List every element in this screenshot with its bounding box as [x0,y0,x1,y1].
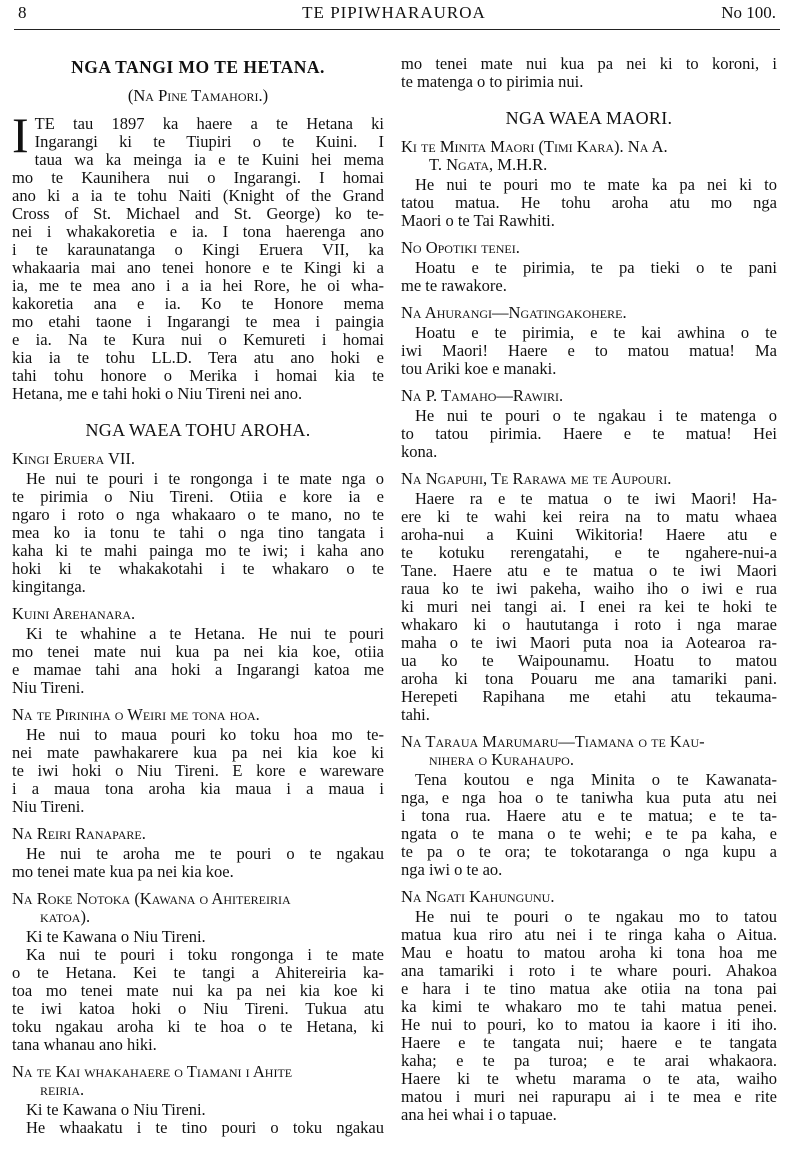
text-line: i tona rua. Haere atu e te matua; e te ta- [401,806,777,825]
text-line: nei i whakakoretia e ia. I tona haerenga ano [12,222,384,241]
text-line: hoki ki te whakakotahi i te whakaro o te [12,559,384,578]
right-column [401,55,777,1124]
text-line: mo etahi taone i Ingarangi te mea i paingia [12,312,384,331]
telegram-sender [401,304,777,322]
text-line: mo tenei mate nui kua pa nei ki to koroni, i [401,54,777,73]
text-line: He nui to maua pouri ko toku hoa mo te- [26,725,384,744]
text-line: Hetana, me e tahi hoki o Niu Tireni nei ano. [12,384,303,403]
text-line: Na te Piriniha o Weiri me tona hoa. [12,705,260,724]
text-line: He nui te pouri mo te mate ka pa nei ki to [415,175,777,194]
text-line: maha o te iwi Maori puta noa ia Aotearoa ra- [401,633,777,652]
text-line: e mamae tahi ana hoki a Ingarangi katoa me [12,660,384,679]
text-line: ere ki te wahi kei reira na to matu whaea [401,507,777,526]
text-line: Na P. Tamaho—Rawiri. [401,386,564,405]
text-line: nihera o Kurahaupo. [429,750,574,769]
section-heading: NGA WAEA TOHU AROHA. [85,420,311,440]
text-line: Ki te whahine a te Hetana. He nui te pouri [26,624,384,643]
text-line: Herepeti Rapihana me etahi atu tekauma- [401,687,777,706]
text-line: He nui te pouri o te ngakau i te matenga o [415,406,777,425]
text-line: ua ko te Waipounamu. Hoatu to matou [401,651,777,670]
page-number: 8 [18,3,27,22]
telegram-sender [401,733,777,769]
text-line: taua wa ka meinga ia e te Kuini hei mema [34,150,384,169]
telegram-sender [12,605,384,623]
text-line: Haere ra e te matua o te iwi Maori! Ha- [415,489,777,508]
text-line: te kotuku rerengatahi, e te ngahere-nui-a [401,543,777,562]
text-line: tatou matua. He tohu aroha atu mo nga [401,193,777,212]
telegram-sender [12,450,384,468]
paragraph [401,908,777,1124]
text-line: ia, me te mea ano i a ia hei Rore, he oi wha- [12,276,384,295]
text-line: He nui te pouri o te ngakau mo to tatou [415,907,777,926]
text-line: matua kua riro atu nei i te ringa kaha o Aitua. [401,925,777,944]
text-line: Ki te Kawana o Niu Tireni. [26,927,206,946]
text-line: mea ko ia tonu te tahi o nga tino tangata i [12,523,384,542]
text-line: katoa). [40,907,91,926]
section-heading: NGA WAEA MAORI. [505,108,673,128]
article-byline: (Na Pine Tamahori.) [127,86,269,105]
header-rule [14,29,780,30]
text-line: Haere e te tangata nui; haere e te tangata [401,1033,777,1052]
telegram-sender [401,239,777,257]
text-line: Maori o te Tai Rawhiti. [401,211,555,230]
paragraph [401,771,777,879]
text-line: Niu Tireni. [12,678,85,697]
paragraph [12,845,384,881]
text-line: Kingi Eruera VII. [12,449,135,468]
paragraph [12,625,384,697]
text-line: toku ngakau aroha ki te hoa o te Hetana, ki [12,1017,384,1036]
text-line: i te karaunatanga o Kingi Eruera VII, ka [12,240,384,259]
text-line: kona. [401,442,438,461]
text-line: Na Taraua Marumaru—Tiamana o te Kau- [401,732,705,751]
text-line: kakoretia ana e ia. Ko te Honore mema [12,294,384,313]
telegram-sender [12,706,384,724]
text-line: te pirimia o Niu Tireni. Otiia e kore ia e [12,487,384,506]
text-line: Na Roke Notoka (Kawana o Ahitereiria [12,889,291,908]
text-line: te pa o te ora; te tokotaranga o nga kupu a [401,842,777,861]
drop-cap: I [12,107,29,163]
text-line: raua ko te iwi pakeha, waiho iho o iwi e rua [401,579,777,598]
telegram-sender [12,1063,384,1099]
text-line: mo tenei mate kua pa nei kia koe. [12,862,234,881]
text-line: tou Ariki koe e manaki. [401,359,557,378]
text-line: kaha; e te pa turoa; e te arai whakaora. [401,1051,777,1070]
text-line: Hoatu e te pirimia, e te kai awhina o te [415,323,777,342]
text-line: Na Reiri Ranapare. [12,824,146,843]
text-line: Ingarangi ki te Tiupiri o te Kuini. I [34,132,384,151]
page-header [0,3,788,27]
paragraph [12,107,384,403]
paragraph [12,1101,384,1119]
text-line: ka kimi te whakaro mo te tahi matua penei. [401,997,777,1016]
paragraph [12,946,384,1054]
paragraph [401,259,777,295]
text-line: ano ki a ia te tohu Naiti (Knight of the Grand [12,186,384,205]
text-line: mo tenei mate nui kua pa nei kia koe, otiia [12,642,384,661]
text-line: iwi Maori! Haere e to matou matua! Ma [401,341,777,360]
paragraph [12,470,384,596]
text-line: Ka nui te pouri i toku rongonga i te mate [26,945,384,964]
text-line: Na Ngati Kahungunu. [401,887,555,906]
text-line: kingitanga. [12,577,86,596]
text-line: Na Ahurangi—Ngatingakohere. [401,303,627,322]
telegram-sender [401,138,777,174]
text-line: te matenga o to pirimia nui. [401,72,584,91]
telegram-sender [12,825,384,843]
newspaper-title: TE PIPIWHARAUROA [302,3,486,22]
telegram-sender [401,470,777,488]
text-line: nei mate pawhakarere kua pa nei kia koe ki [12,743,384,762]
text-line: ana tamariki i roto i te whare pouri. Ahakoa [401,961,777,980]
text-line: TE tau 1897 ka haere a te Hetana ki [34,114,384,133]
text-line: Niu Tireni. [12,797,85,816]
text-line: e hara i te tino matua ake otiia na tona pai [401,979,777,998]
text-line: i a maua tona aroha kia maua i a maua i [12,779,384,798]
text-line: Ki te Minita Maori (Timi Kara). Na A. [401,137,668,156]
text-line: toa mo tenei mate nui ka pa nei kia koe ki [12,981,384,1000]
text-line: Tena koutou e nga Minita o te Kawanata- [415,770,777,789]
text-line: Na te Kai whakahaere o Tiamani i Ahite [12,1062,293,1081]
text-line: ngaro i roto o nga whakaaro o te mano, no te [12,505,384,524]
text-line: Cross of St. Michael and St. George) ko te- [12,204,384,223]
text-line: Tane. Haere atu e te matua o te iwi Maori [401,561,777,580]
text-line: te iwi katoa hoki o Niu Tireni. Tukua atu [12,999,384,1018]
paragraph [12,1119,384,1137]
telegram-sender [401,888,777,906]
paragraph [401,55,777,91]
text-line: nga, e nga hoa o te taniwha kua puta atu nei [401,788,777,807]
text-line: Hoatu e te pirimia, te pa tieki o te pani [415,258,777,277]
text-line: Mau e hoatu to matou aroha ki tona hoa me [401,943,777,962]
text-line: Na Ngapuhi, Te Rarawa me te Aupouri. [401,469,672,488]
text-line: tana whanau ano hiki. [12,1035,157,1054]
paragraph [12,928,384,946]
text-line: to tatou pirimia. Haere e te matua! Hei [401,424,777,443]
text-line: ana hei whai i o tapuae. [401,1105,557,1124]
text-line: tahi tohu honore o Merika i homai kia te [12,366,384,385]
paragraph [401,324,777,378]
text-line: mo te Kaunihera nui o Ingarangi. I homai [12,168,384,187]
text-line: He nui to pouri, ko to matou ia kaore i iti iho. [401,1015,777,1034]
text-line: kia ia te tohu LL.D. Tera atu ano hoki e [12,348,384,367]
paragraph [401,490,777,724]
telegram-sender [401,387,777,405]
text-line: whakaaria mai ano tenei honore e te Kingi ki a [12,258,384,277]
text-line: matou i muri nei rapurapu ai i te mea e rite [401,1087,777,1106]
text-line: tahi. [401,705,430,724]
text-line: He nui te aroha me te pouri o te ngakau [26,844,384,863]
paragraph [12,726,384,816]
issue-number: No 100. [721,3,776,22]
article-title: NGA TANGI MO TE HETANA. [71,57,325,77]
text-line: e ia. Na te Kura nui o Kemureti i homai [12,330,384,349]
text-line: He whaakatu i te tino pouri o toku ngakau [26,1118,384,1137]
text-line: No Opotiki tenei. [401,238,520,257]
text-line: reiria. [40,1080,85,1099]
text-line: He nui te pouri i te rongonga i te mate nga o [26,469,384,488]
text-line: me te rawakore. [401,276,507,295]
paragraph [401,176,777,230]
text-line: ngata o te mana o te wehi; e te pa kaha, e [401,824,777,843]
telegram-sender [12,890,384,926]
text-line: kaha ki te mahi painga mo te iwi; i kaha ano [12,541,384,560]
text-line: nga iwi o te ao. [401,860,503,879]
text-line: te iwi hoki o Niu Tireni. E kore e wareware [12,761,384,780]
text-line: aroha ki tona Pouaru me ana tamariki pani. [401,669,777,688]
text-line: aroha-nui a Kuini Wikitoria! Haere atu e [401,525,777,544]
text-line: T. Ngata, M.H.R. [429,155,548,174]
text-line: Haere ki te whetu marama o te ata, waiho [401,1069,777,1088]
text-line: ki muri nei tangi ai. I enei ra kei te hoki te [401,597,777,616]
text-line: o te Hetana. Kei te tangi a Ahitereiria ka- [12,963,384,982]
text-line: Ki te Kawana o Niu Tireni. [26,1100,206,1119]
text-line: Kuini Arehanara. [12,604,136,623]
left-column [12,55,384,1137]
paragraph [401,407,777,461]
text-line: whakaro ki o haututanga i roto i nga marae [401,615,777,634]
